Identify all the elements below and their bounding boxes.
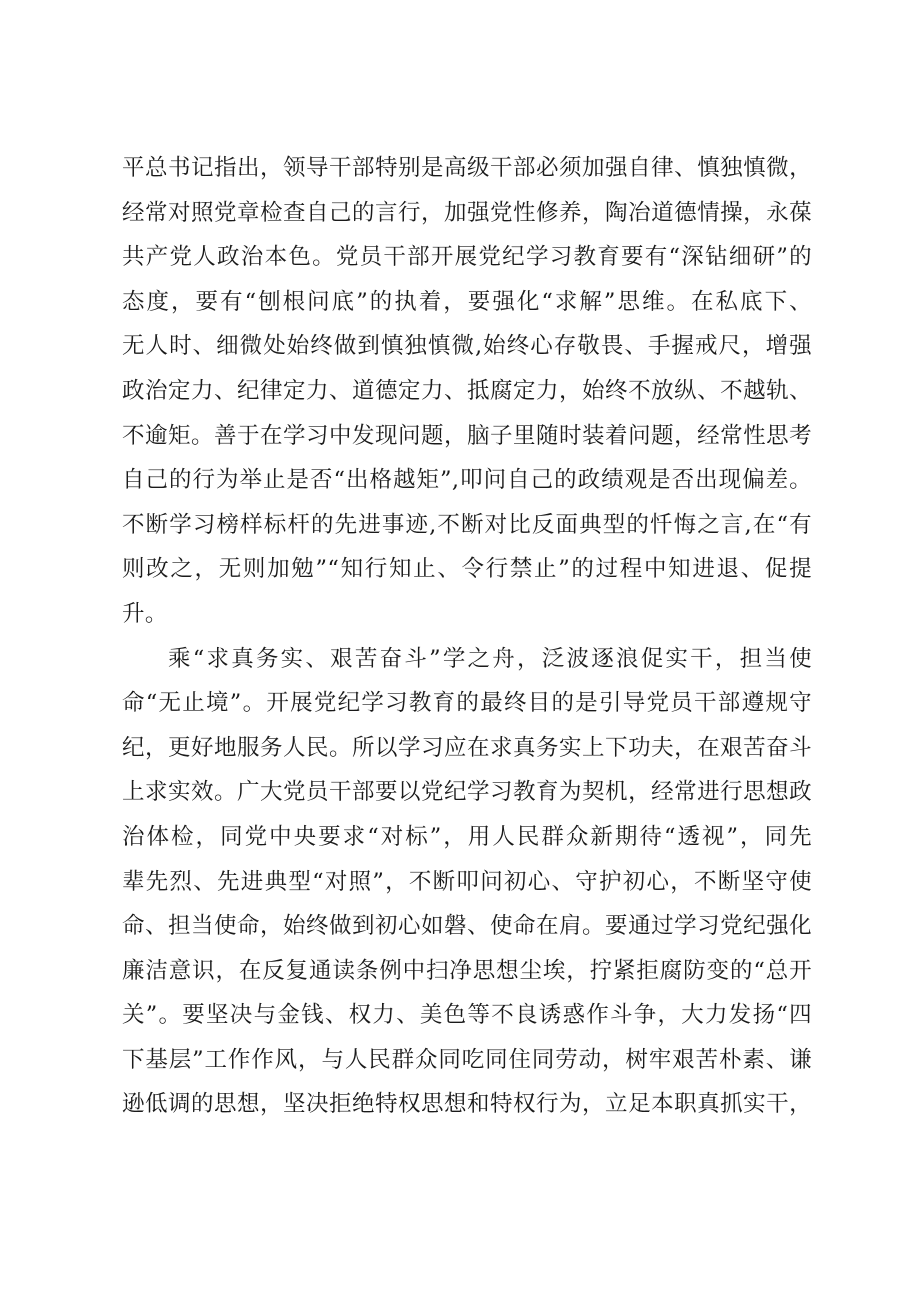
text-line: 态度，要有“刨根问底”的执着，要强化“求解”思维。在私底下、 (122, 288, 812, 315)
text-line: 关”。要坚决与金钱、权力、美色等不良诱惑作斗争，大力发扬“四 (122, 1002, 812, 1029)
text-line: 不断学习榜样标杆的先进事迹,不断对比反面典型的忏悔之言,在“有 (122, 511, 812, 538)
text-line: 平总书记指出，领导干部特别是高级干部必须加强自律、慎独慎微， (122, 155, 812, 181)
text-line: 升。 (122, 600, 168, 627)
text-line: 逊低调的思想，坚决拒绝特权思想和特权行为，立足本职真抓实干， (122, 1091, 812, 1118)
text-line: 则改之，无则加勉”“知行知止、令行禁止”的过程中知进退、促提 (122, 556, 812, 583)
text-line: 共产党人政治本色。党员干部开展党纪学习教育要有“深钻细研”的 (122, 244, 812, 271)
text-line: 廉洁意识，在反复通读条例中扫净思想尘埃，拧紧拒腐防变的“总开 (122, 957, 812, 984)
text-line: 经常对照党章检查自己的言行，加强党性修养，陶冶道德情操，永葆 (122, 199, 812, 226)
text-line: 治体检，同党中央要求“对标”，用人民群众新期待“透视”，同先 (122, 823, 812, 850)
text-line: 下基层”工作作风，与人民群众同吃同住同劳动，树牢艰苦朴素、谦 (122, 1046, 812, 1073)
text-line: 纪，更好地服务人民。所以学习应在求真务实上下功夫，在艰苦奋斗 (122, 734, 812, 761)
text-line: 命、担当使命，始终做到初心如磐、使命在肩。要通过学习党纪强化 (122, 913, 812, 940)
body-text (122, 146, 812, 1127)
text-line: 辈先烈、先进典型“对照”，不断叩问初心、守护初心，不断坚守使 (122, 868, 812, 895)
text-line: 上求实效。广大党员干部要以党纪学习教育为契机，经常进行思想政 (122, 779, 812, 806)
text-line: 命“无止境”。开展党纪学习教育的最终目的是引导党员干部遵规守 (122, 690, 812, 717)
paragraph-2 (122, 637, 812, 1128)
text-line: 不逾矩。善于在学习中发现问题，脑子里随时装着问题，经常性思考 (122, 422, 812, 449)
text-line: 无人时、细微处始终做到慎独慎微,始终心存敬畏、手握戒尺，增强 (122, 333, 812, 360)
text-line: 自己的行为举止是否“出格越矩”,叩问自己的政绩观是否出现偏差。 (122, 467, 812, 494)
text-line: 乘“求真务实、艰苦奋斗”学之舟，泛波逐浪促实干，担当使 (168, 645, 812, 672)
paragraph-1 (122, 146, 812, 637)
text-line: 政治定力、纪律定力、道德定力、抵腐定力，始终不放纵、不越轨、 (122, 377, 812, 404)
